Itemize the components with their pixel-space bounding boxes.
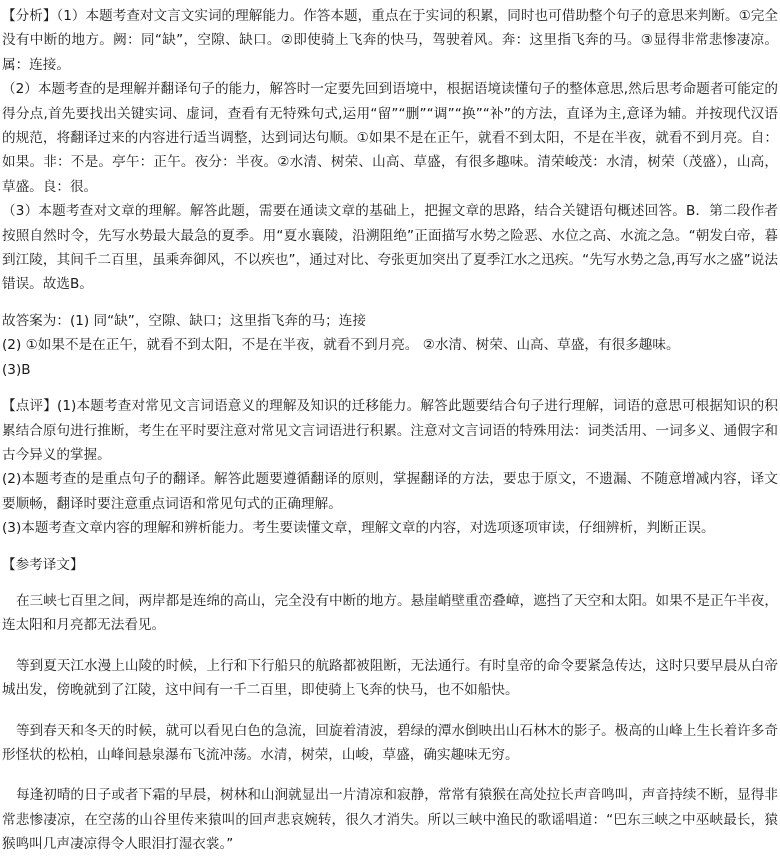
translation-paragraph-1: 在三峡七百里之间，两岸都是连绵的高山，完全没有中断的地方。悬崖峭壁重峦叠嶂，遮挡了天空和太阳。如果不是正午半夜，连太阳和月亮都无法看见。 <box>2 592 778 634</box>
translation-heading: 【参考译文】 <box>2 556 84 573</box>
comment-paragraph-3: (3)本题考查文章内容的理解和辨析能力。考生要读懂文章，理解文章的内容，对选项逐项审读，仔细辨析，判断正误。 <box>2 520 715 537</box>
translation-paragraph-4: 每逢初晴的日子或者下霜的早晨，树林和山涧就显出一片清凉和寂静，常常有猿猴在高处拉长声音鸣叫，声音持续不断，显得非常悲惨凄凉，在空荡的山谷里传来猿叫的回声悲哀婉转，很久才消失。所以三峡中渔民的歌谣唱道：“巴东三峡之中巫峡最长，猿猴鸣叫几声凄凉得令人眼泪打湿衣裳。” <box>2 787 778 853</box>
analysis-paragraph-1: 【分析】（1）本题考查对文言文实词的理解能力。作答本题，重点在于实词的积累，同时也可借助整个句子的意思来判断。①完全没有中断的地方。阙：同“缺”，空隙、缺口。②即使骑上飞奔的快马，驾驶着风。奔：这里指飞奔的马。③显得非常悲惨凄凉。属：连接。 <box>2 8 778 73</box>
analysis-paragraph-2: （2）本题考查的是理解并翻译句子的能力，解答时一定要先回到语境中，根据语境读懂句子的整体意思,然后思考命题者可能定的得分点,首先要找出关键实词、虚词，查看有无特殊句式,运用“留”“删”“调”“换”“补”的方法，直译为主,意译为辅。并按现代汉语的规范，将翻译过来的内容进行适当调整，达到词达句顺。①如果不是在正午，就看不到太阳，不是在半夜，就看不到月亮。自：如果。非：不是。亭午：正午。夜分：半夜。②水清、树荣、山高、草盛，有很多趣味。清荣峻茂：水清，树荣（茂盛），山高，草盛。良：很。 <box>2 81 778 195</box>
answer-line-2: (2) ①如果不是在正午，就看不到太阳，不是在半夜，就看不到月亮。 ②水清、树荣、山高、草盛，有很多趣味。 <box>2 337 680 354</box>
translation-paragraph-3: 等到春天和冬天的时候，就可以看见白色的急流，回旋着清波，碧绿的潭水倒映出山石林木的影子。极高的山峰上生长着许多奇形怪状的松柏，山峰间悬泉瀑布飞流冲荡。水清，树荣，山峻，草盛，确实趣味无穷。 <box>2 722 778 763</box>
analysis-paragraph-3: （3）本题考查对文章的理解。解答此题，需要在通读文章的基础上，把握文章的思路，结合关键语句概述回答。B．第二段作者按照自然时令，先写水势最大最急的夏季。用“夏水襄陵，沿溯阻绝”正面描写水势之险恶、水位之高、水流之急。“朝发白帝，暮到江陵，其间千二百里，虽乘奔御风，不以疾也”，通过对比、夸张更加突出了夏季江水之迅疾。“先写水势之急,再写水之盛”说法错误。故选B。 <box>2 203 778 293</box>
translation-paragraph-2: 等到夏天江水漫上山陵的时候，上行和下行船只的航路都被阻断，无法通行。有时皇帝的命令要紧急传达，这时只要早晨从白帝城出发，傍晚就到了江陵，这中间有一千二百里，即使骑上飞奔的快马，也不如船快。 <box>2 657 778 699</box>
comment-paragraph-1: 【点评】(1)本题考查对常见文言词语意义的理解及知识的迁移能力。解答此题要结合句子进行理解，词语的意思可根据知识的积累结合原句进行推断，考生在平时要注意对常见文言词语进行积累。注意对文言词语的特殊用法：词类活用、一词多义、通假字和古今异义的掌握。 <box>2 398 778 463</box>
answer-line-1: 故答案为：(1) 同“缺”，空隙、缺口；这里指飞奔的马；连接 <box>2 312 366 329</box>
comment-paragraph-2: (2)本题考查的是重点句子的翻译。解答此题要遵循翻译的原则，掌握翻译的方法，要忠于原文，不遗漏、不随意增减内容，译文要顺畅，翻译时要注意重点词语和常见句式的正确理解。 <box>2 471 778 512</box>
answer-line-3: (3)B <box>2 361 31 378</box>
